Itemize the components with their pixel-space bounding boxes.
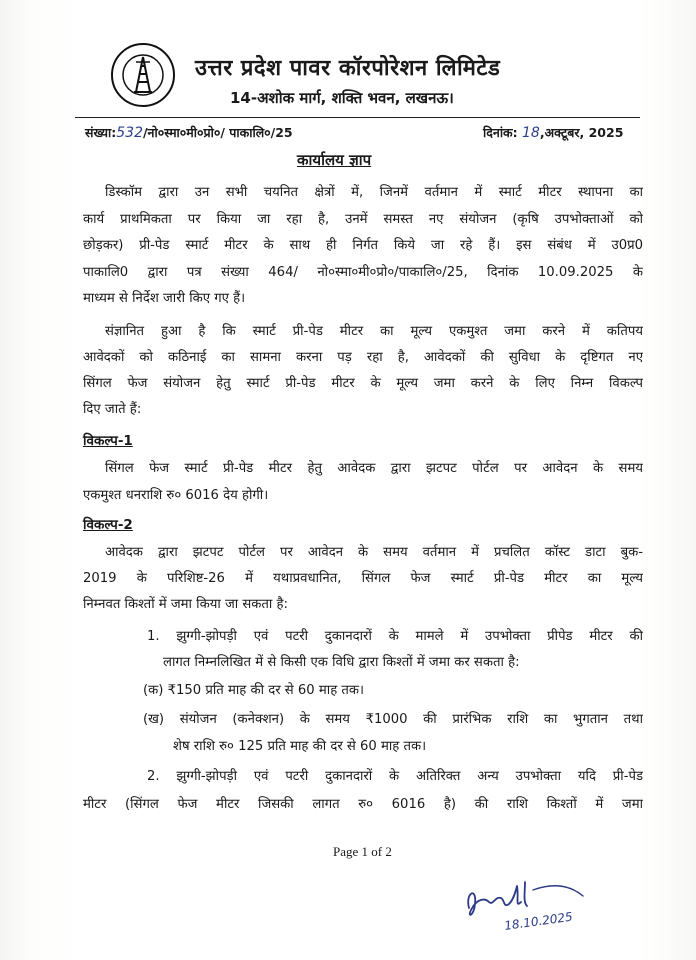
option2-sub-b-line: (ख) संयोजन (कनेक्शन) के समय ₹1000 की प्रारंभिक राशि का भुगतान तथा <box>143 712 643 727</box>
option2-line: 2019 के परिशिष्ट-26 में यथाप्रवधानित, सिंगल फेज स्मार्ट प्री-पेड मीटर का मूल्य <box>83 571 643 586</box>
organization-name: उत्तर प्रदेश पावर कॉरपोरेशन लिमिटेड <box>195 56 501 81</box>
uppcl-logo <box>110 42 176 108</box>
para2-line: संज्ञानित हुआ है कि स्मार्ट प्री-पेड मीटर का मूल्य एकमुश्त जमा करने में कतिपय <box>105 324 643 339</box>
header-divider <box>75 117 640 118</box>
para2-line: दिए जाते हैं: <box>83 402 142 417</box>
page-number: Page 1 of 2 <box>333 844 392 859</box>
option2-line: निम्नवत किश्तों में जमा किया जा सकता है: <box>83 597 288 612</box>
date-label: दिनांक: <box>483 125 518 140</box>
ref-label: संख्या: <box>85 125 117 140</box>
handwritten-signature <box>455 868 595 938</box>
option2-heading: विकल्प-2 <box>83 517 133 533</box>
option2-sub-b-line: शेष राशि रु० 125 प्रति माह की दर से 60 माह तक। <box>173 739 427 754</box>
option1-line: सिंगल फेज स्मार्ट प्री-पेड मीटर हेतु आवेदक द्वारा झटपट पोर्टल पर आवेदन के समय <box>105 461 643 476</box>
organization-address: 14-अशोक मार्ग, शक्ति भवन, लखनऊ। <box>230 89 454 107</box>
memo-title: कार्यालय ज्ञाप <box>297 151 372 169</box>
reference-number <box>85 124 293 141</box>
option1-line: एकमुश्त धनराशि रु० 6016 देय होगी। <box>83 488 269 503</box>
option2-line: आवेदक द्वारा झटपट पोर्टल पर आवेदन के समय वर्तमान में प्रचलित कॉस्ट डाटा बुक- <box>105 545 643 560</box>
option1-heading: विकल्प-1 <box>83 433 133 449</box>
date-handwritten-day: 18 <box>522 125 540 141</box>
para1-line: पाकालि0 द्वारा पत्र संख्या 464/ नो०स्मा०मी०प्रो०/पाकालि०/25, दिनांक 10.09.2025 के <box>83 265 643 280</box>
ref-handwritten-number: 532 <box>116 125 143 141</box>
para1-line: कार्य प्राथमिकता पर किया जा रहा है, उनमें समस्त नए संयोजन (कृषि उपभोक्ताओं को <box>83 212 643 227</box>
para1-line: डिस्कॉम द्वारा उन सभी चयनित क्षेत्रों में, जिनमें वर्तमान में स्मार्ट मीटर स्थापना का <box>105 185 643 200</box>
signature-date: 18.10.2025 <box>503 909 574 933</box>
option2-item2-line: 2. झुग्गी-झोपड़ी एवं पटरी दुकानदारों के अतिरिक्त अन्य उपभोक्ता यदि प्री-पेड <box>147 769 643 784</box>
para2-line: सिंगल फेज संयोजन हेतु स्मार्ट प्री-पेड मीटर के मूल्य जमा करने के लिए निम्न विकल्प <box>83 376 643 391</box>
document-date <box>483 124 623 141</box>
ref-suffix: /नो०स्मा०मी०प्रो०/ पाकालि०/25 <box>142 125 293 140</box>
para2-line: आवेदकों को कठिनाई का सामना करना पड़ रहा है, आवेदकों की सुविधा के दृष्टिगत नए <box>83 350 643 365</box>
para1-line: माध्यम से निर्देश जारी किए गए हैं। <box>83 291 246 306</box>
option2-item1-line: लागत निम्नलिखित में से किसी एक विधि द्वारा किश्तों में जमा कर सकता है: <box>163 655 520 670</box>
date-suffix: ,अक्टूबर, 2025 <box>539 125 624 140</box>
option2-sub-a: (क) ₹150 प्रति माह की दर से 60 माह तक। <box>143 683 365 698</box>
option2-item1-line: 1. झुग्गी-झोपड़ी एवं पटरी दुकानदारों के मामले में उपभोक्ता प्रीपेड मीटर की <box>147 629 643 644</box>
para1-line: छोड़कर) प्री-पेड स्मार्ट मीटर के साथ ही निर्गत किये जा रहे हैं। इस संबंध में उ0प्र0 <box>83 238 643 253</box>
option2-item2-line: मीटर (सिंगल फेज मीटर जिसकी लागत रु० 6016 है) की राशि किश्तों में जमा <box>83 797 643 812</box>
